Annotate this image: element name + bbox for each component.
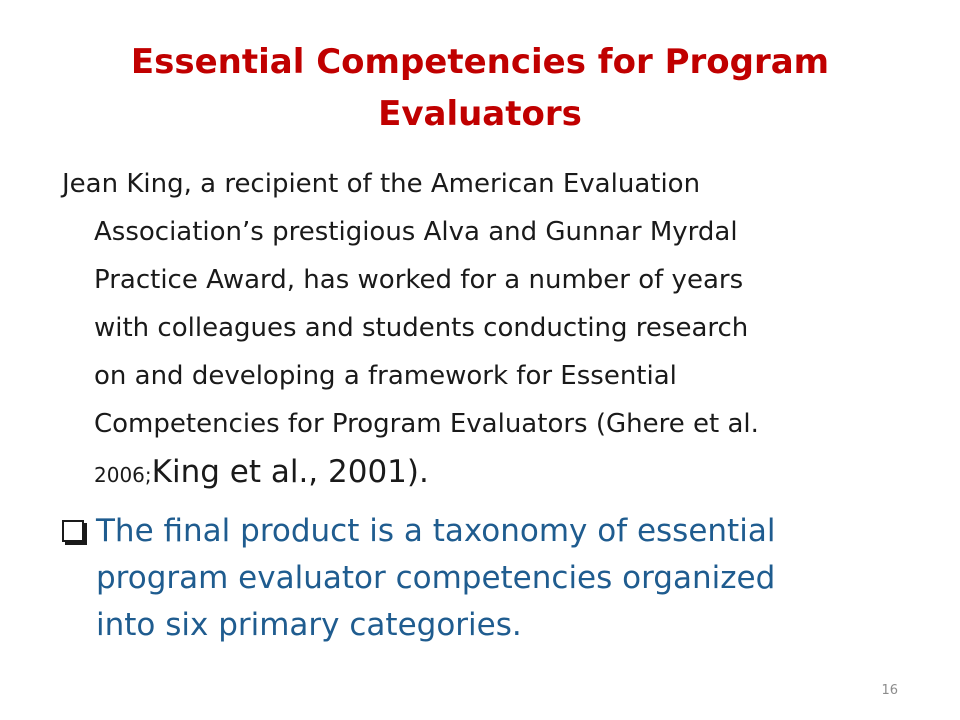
body-line-4: with colleagues and students conducting research: [94, 313, 749, 343]
citation-reference: King et al., 2001).: [151, 454, 429, 490]
bullet-line-1: The final product is a taxonomy of essential: [96, 513, 776, 549]
slide-title-line-1: Essential Competencies for Program: [130, 42, 830, 82]
bullet-line-3: into six primary categories.: [96, 607, 522, 643]
body-line-3: Practice Award, has worked for a number of years: [94, 265, 744, 295]
bullet-line-2: program evaluator competencies organized: [96, 560, 776, 596]
body-line-2: Association’s prestigious Alva and Gunnar Myrdal: [94, 217, 738, 247]
citation-year: 2006;: [94, 463, 152, 487]
body-line-6: Competencies for Program Evaluators (Ghere et al.: [94, 409, 759, 439]
checkbox-bullet-icon: [62, 520, 84, 542]
slide-title: [60, 36, 900, 140]
page-number: 16: [881, 683, 898, 698]
body-line-5: on and developing a framework for Essential: [94, 361, 677, 391]
bullet-item: [62, 508, 892, 649]
bullet-text: [96, 508, 775, 649]
body-line-7: [62, 448, 882, 499]
body-line-1: Jean King, a recipient of the American Evaluation: [62, 169, 701, 199]
body-paragraph: [62, 160, 882, 499]
slide-title-line-2: Evaluators: [378, 94, 582, 134]
